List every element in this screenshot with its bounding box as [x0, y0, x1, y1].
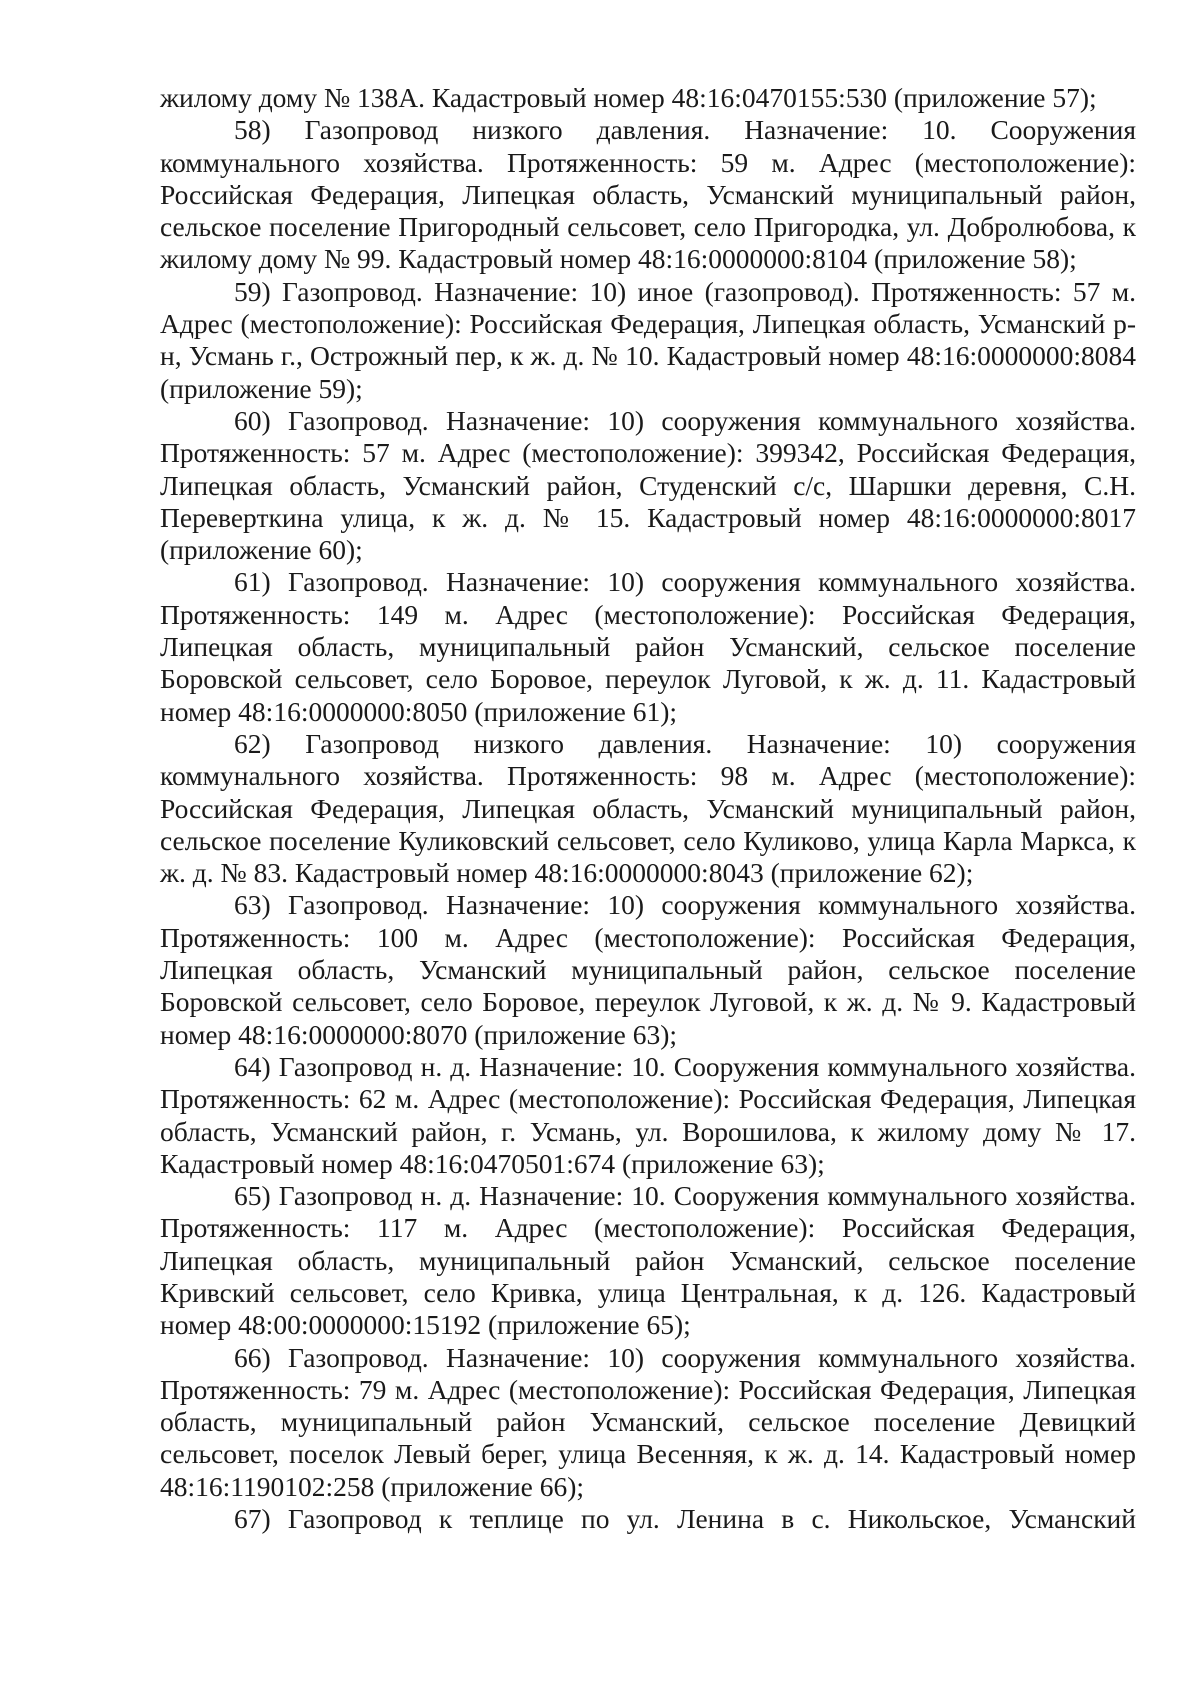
list-item-65: 65) Газопровод н. д. Назначение: 10. Сооружения коммунального хозяйства. Протяженность: 117 м. Адрес (местоположение): Российская Федерация, Липецкая область, муниципальный район Усманский, сельское поселение Кривский сельсовет, село Кривка, улица Центральная, к д. 126. Кадастровый номер 48:00:0000000:15192 (приложение 65);	[160, 1180, 1136, 1341]
list-item-63: 63) Газопровод. Назначение: 10) сооружения коммунального хозяйства. Протяженность: 100 м. Адрес (местоположение): Российская Федерация, Липецкая область, Усманский муниципальный район, сельское поселение Боровской сельсовет, село Боровое, переулок Луговой, к ж. д. № 9. Кадастровый номер 48:16:0000000:8070 (приложение 63);	[160, 889, 1136, 1050]
list-item-64: 64) Газопровод н. д. Назначение: 10. Сооружения коммунального хозяйства. Протяженность: 62 м. Адрес (местоположение): Российская Федерация, Липецкая область, Усманский район, г. Усмань, ул. Ворошилова, к жилому дому № 17. Кадастровый номер 48:16:0470501:674 (приложение 63);	[160, 1050, 1136, 1179]
document-page	[160, 82, 1136, 1535]
list-item-62: 62) Газопровод низкого давления. Назначение: 10) сооружения коммунального хозяйства. Протяженность: 98 м. Адрес (местоположение): Российская Федерация, Липецкая область, Усманский муниципальный район, сельское поселение Куликовский сельсовет, село Куликово, улица Карла Маркса, к ж. д. № 83. Кадастровый номер 48:16:0000000:8043 (приложение 62);	[160, 727, 1136, 889]
continuation-paragraph: жилому дому № 138А. Кадастровый номер 48:16:0470155:530 (приложение 57);	[160, 82, 1097, 113]
list-item-60: 60) Газопровод. Назначение: 10) сооружения коммунального хозяйства. Протяженность: 57 м. Адрес (местоположение): 399342, Российская Федерация, Липецкая область, Усманский район, Студенский с/с, Шаршки деревня, С.Н. Переверткина улица, к ж. д. № 15. Кадастровый номер 48:16:0000000:8017 (приложение 60);	[160, 404, 1136, 566]
list-item-66: 66) Газопровод. Назначение: 10) сооружения коммунального хозяйства. Протяженность: 79 м. Адрес (местоположение): Российская Федерация, Липецкая область, муниципальный район Усманский, сельское поселение Девицкий сельсовет, поселок Левый берег, улица Весенняя, к ж. д. 14. Кадастровый номер 48:16:1190102:258 (приложение 66);	[160, 1341, 1136, 1502]
list-item-67: 67) Газопровод к теплице по ул. Ленина в с. Никольское, Усманский	[234, 1503, 1136, 1535]
list-item-61: 61) Газопровод. Назначение: 10) сооружения коммунального хозяйства. Протяженность: 149 м. Адрес (местоположение): Российская Федерация, Липецкая область, муниципальный район Усманский, сельское поселение Боровской сельсовет, село Боровое, переулок Луговой, к ж. д. 11. Кадастровый номер 48:16:0000000:8050 (приложение 61);	[160, 566, 1136, 727]
list-item-59: 59) Газопровод. Назначение: 10) иное (газопровод). Протяженность: 57 м. Адрес (местоположение): Российская Федерация, Липецкая область, Усманский р-н, Усмань г., Острожный пер, к ж. д. № 10. Кадастровый номер 48:16:0000000:8084 (приложение 59);	[160, 275, 1136, 404]
list-item-58: 58) Газопровод низкого давления. Назначение: 10. Сооружения коммунального хозяйства. Протяженность: 59 м. Адрес (местоположение): Российская Федерация, Липецкая область, Усманский муниципальный район, сельское поселение Пригородный сельсовет, село Пригородка, ул. Добролюбова, к жилому дому № 99. Кадастровый номер 48:16:0000000:8104 (приложение 58);	[160, 114, 1136, 275]
